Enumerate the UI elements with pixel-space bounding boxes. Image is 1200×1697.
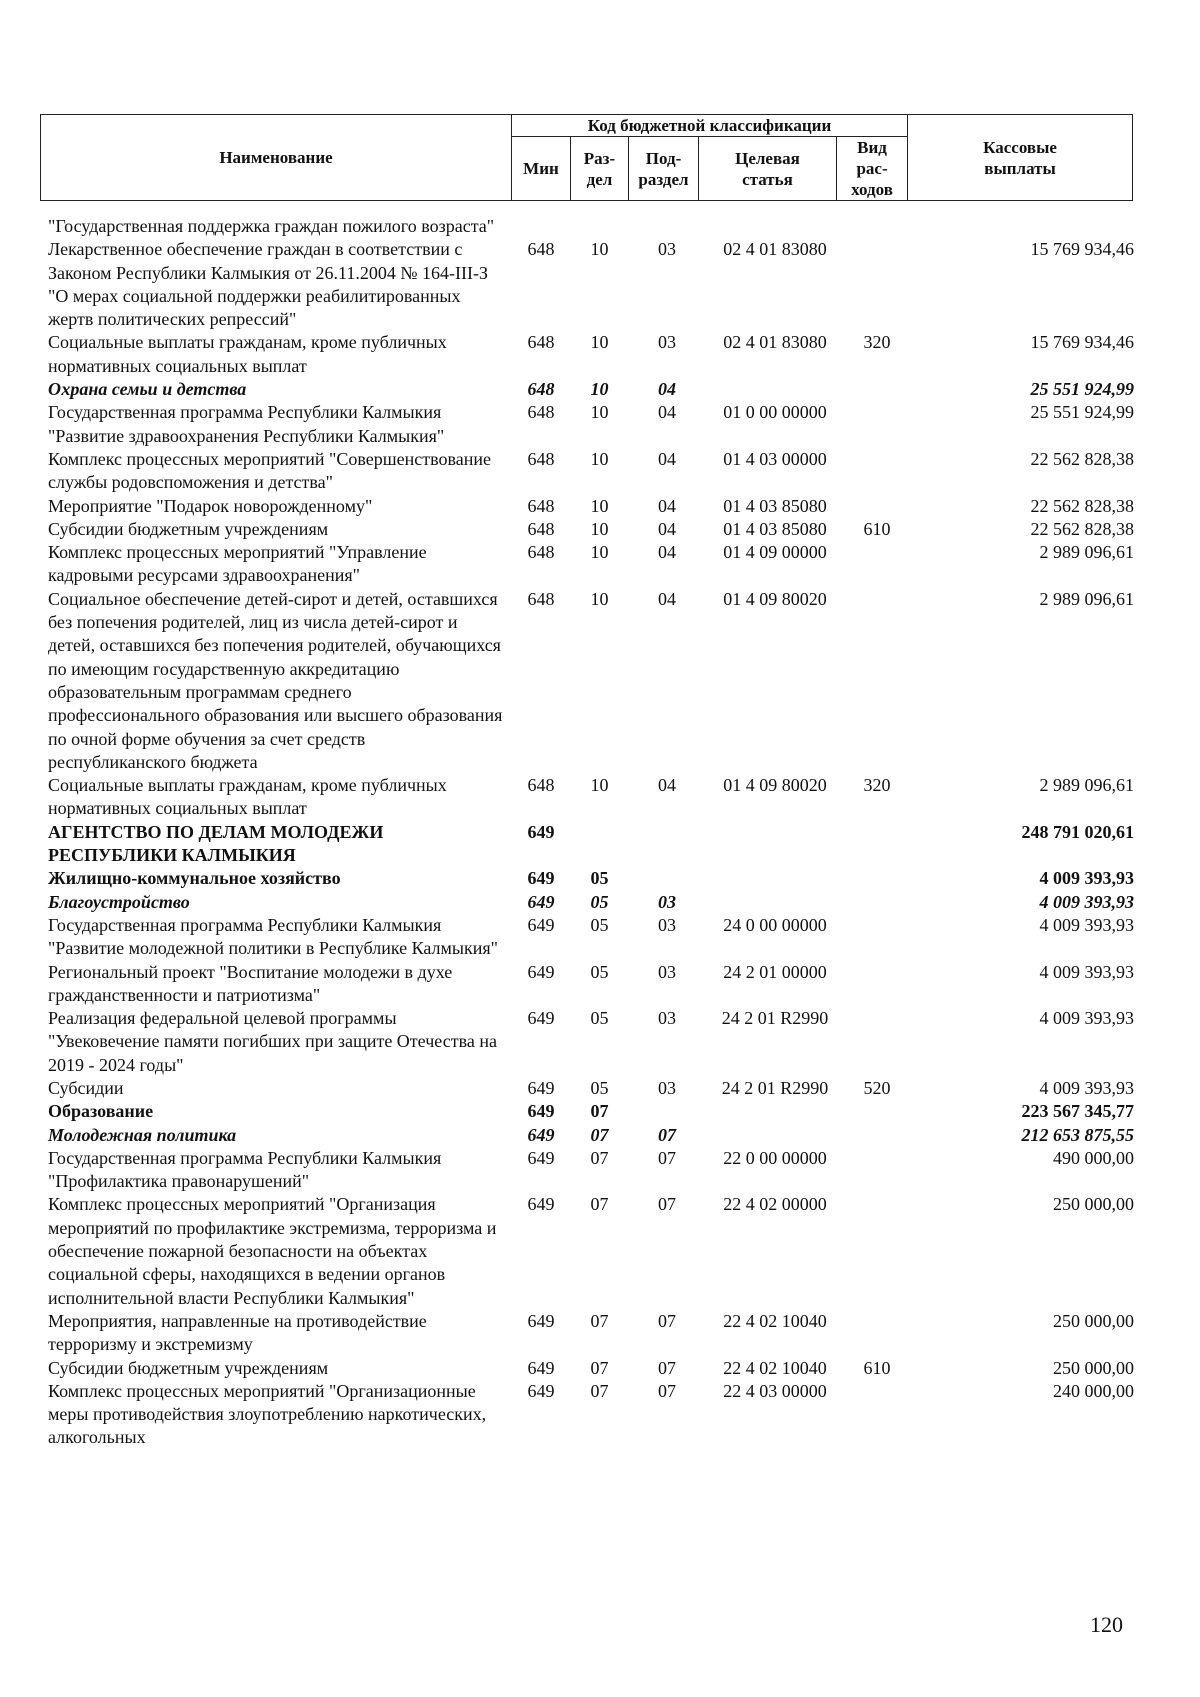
row-podrazdel: 04 [658, 775, 676, 796]
row-razdel: 10 [590, 379, 609, 400]
row-min: 648 [527, 495, 555, 516]
row-target-article: 01 4 09 80020 [723, 588, 827, 609]
row-razdel: 10 [590, 448, 609, 469]
table-row [48, 1357, 1134, 1380]
row-cash-payment: 248 791 020,61 [1021, 821, 1134, 842]
row-target-article: 24 2 01 R2990 [721, 1008, 829, 1029]
row-razdel [571, 215, 628, 238]
row-name: Охрана семьи и детства [48, 379, 247, 400]
row-min: 649 [527, 961, 555, 982]
row-name: Реализация федеральной целевой программы "Увековечение памяти погибших при защите Отечества на 2019 - 2024 годы" [48, 1008, 497, 1075]
table-row [48, 588, 1134, 774]
row-expense-type [844, 1193, 910, 1309]
row-target-article [706, 867, 844, 890]
row-podrazdel [628, 821, 706, 868]
table-row [48, 891, 1134, 914]
row-podrazdel: 04 [658, 588, 676, 609]
row-name: Комплекс процессных мероприятий "Организация мероприятий по профилактике экстремизма, терроризма и обеспечение пожарной безопасности на объектах социальной сферы, находящихся в ведении органов исполнительной власти Республики Калмыкия" [48, 1194, 497, 1308]
row-podrazdel: 03 [658, 332, 676, 353]
row-name: Государственная программа Республики Калмыкия "Профилактика правонарушений" [48, 1147, 442, 1192]
row-razdel: 10 [590, 518, 609, 539]
row-cash-payment: 22 562 828,38 [1030, 495, 1134, 516]
row-name: Комплекс процессных мероприятий "Управление кадровыми ресурсами здравоохранения" [48, 542, 427, 586]
row-podrazdel: 07 [658, 1310, 676, 1331]
row-name: Социальные выплаты гражданам, кроме публичных нормативных социальных выплат [48, 332, 447, 376]
row-expense-type [844, 448, 910, 495]
row-cash-payment: 4 009 393,93 [1039, 914, 1134, 935]
row-podrazdel: 03 [658, 239, 676, 260]
row-min: 649 [527, 1310, 555, 1331]
row-cash-payment: 223 567 345,77 [1021, 1101, 1134, 1122]
row-min [511, 215, 571, 238]
row-cash-payment: 15 769 934,46 [1030, 239, 1134, 260]
table-row [48, 774, 1134, 821]
row-razdel: 10 [590, 542, 609, 563]
header-name: Наименование [41, 115, 512, 201]
row-target-article: 01 4 09 80020 [723, 775, 827, 796]
row-name: Образование [48, 1101, 154, 1122]
table-row [48, 1077, 1134, 1100]
row-expense-type [844, 495, 910, 518]
row-min: 649 [527, 1147, 555, 1168]
table-row [48, 1310, 1134, 1357]
row-podrazdel [628, 1100, 706, 1123]
row-cash-payment: 25 551 924,99 [1030, 379, 1134, 400]
row-expense-type [844, 1147, 910, 1194]
row-target-article: 22 4 02 10040 [723, 1310, 827, 1331]
row-name: Государственная программа Республики Калмыкия "Развитие молодежной политики в Республике Калмыкия" [48, 914, 499, 959]
row-cash-payment: 250 000,00 [1053, 1357, 1134, 1378]
table-row [48, 448, 1134, 495]
row-min: 649 [527, 1380, 555, 1401]
header-razdel: Раз- дел [571, 137, 629, 201]
row-podrazdel: 04 [658, 379, 676, 400]
table-row [48, 961, 1134, 1008]
row-name: Комплекс процессных мероприятий "Совершенствование службы родовспоможения и детства" [48, 448, 491, 493]
row-razdel: 10 [590, 239, 609, 260]
row-expense-type [844, 541, 910, 588]
row-name: Мероприятие "Подарок новорожденному" [48, 495, 373, 516]
header-cash-payments: Кассовые выплаты [908, 115, 1133, 201]
row-expense-type [844, 891, 910, 914]
row-expense-type [844, 588, 910, 774]
row-expense-type: 610 [863, 518, 891, 539]
row-razdel [571, 821, 628, 868]
row-min: 648 [527, 448, 555, 469]
row-name: "Государственная поддержка граждан пожилого возраста" [48, 216, 495, 236]
row-min: 648 [527, 239, 555, 260]
row-expense-type: 320 [863, 332, 891, 353]
row-name: Благоустройство [48, 891, 190, 912]
row-min: 649 [527, 821, 555, 842]
table-row [48, 914, 1134, 961]
row-min: 648 [527, 379, 555, 400]
row-expense-type [844, 1310, 910, 1357]
row-cash-payment: 4 009 393,93 [1039, 961, 1134, 982]
row-target-article [706, 215, 844, 238]
header-budget-code-group: Код бюджетной классификации [512, 115, 908, 137]
row-target-article: 22 4 02 00000 [723, 1194, 827, 1215]
table-row [48, 1147, 1134, 1194]
row-razdel: 05 [590, 1077, 609, 1098]
row-min: 649 [527, 1124, 555, 1145]
row-podrazdel: 03 [658, 914, 676, 935]
row-name: Субсидии бюджетным учреждениям [48, 518, 329, 539]
row-cash-payment: 240 000,00 [1053, 1380, 1134, 1401]
row-cash-payment: 4 009 393,93 [1039, 891, 1134, 912]
row-min: 649 [527, 914, 555, 935]
row-name: Социальные выплаты гражданам, кроме публичных нормативных социальных выплат [48, 775, 447, 819]
row-target-article: 01 0 00 00000 [723, 402, 827, 423]
row-razdel: 10 [590, 495, 609, 516]
row-podrazdel: 04 [658, 518, 676, 539]
row-razdel: 10 [590, 332, 609, 353]
row-razdel: 05 [590, 914, 609, 935]
row-name: Жилищно-коммунальное хозяйство [48, 868, 341, 889]
row-name: Субсидии бюджетным учреждениям [48, 1357, 329, 1378]
row-razdel: 10 [590, 775, 609, 796]
header-min: Мин [512, 137, 571, 201]
table-row [48, 518, 1134, 541]
row-razdel: 10 [590, 402, 609, 423]
row-name: Региональный проект "Воспитание молодежи в духе гражданственности и патриотизма" [48, 961, 453, 1005]
row-target-article: 22 4 03 00000 [723, 1380, 827, 1401]
row-cash-payment: 212 653 875,55 [1021, 1124, 1134, 1145]
header-podrazdel: Под- раздел [629, 137, 699, 201]
row-min: 648 [527, 542, 555, 563]
row-podrazdel: 07 [658, 1357, 676, 1378]
row-min: 648 [527, 518, 555, 539]
row-expense-type [844, 1007, 910, 1077]
row-target-article [706, 378, 844, 401]
row-razdel: 07 [590, 1357, 609, 1378]
row-cash-payment: 2 989 096,61 [1039, 542, 1134, 563]
row-min: 649 [527, 1194, 555, 1215]
row-target-article: 24 2 01 R2990 [721, 1077, 829, 1098]
row-razdel: 05 [590, 891, 609, 912]
budget-table-body [48, 215, 1134, 1450]
row-min: 648 [527, 775, 555, 796]
table-row [48, 1124, 1134, 1147]
row-target-article: 22 4 02 10040 [723, 1357, 827, 1378]
row-target-article [706, 1100, 844, 1123]
row-cash-payment: 4 009 393,93 [1039, 1008, 1134, 1029]
row-target-article: 01 4 09 00000 [723, 542, 827, 563]
table-header [40, 114, 1133, 201]
row-podrazdel: 07 [658, 1380, 676, 1401]
row-podrazdel: 07 [658, 1194, 676, 1215]
row-cash-payment: 250 000,00 [1053, 1194, 1134, 1215]
page-number: 120 [1090, 1612, 1123, 1637]
row-expense-type [844, 914, 910, 961]
table-row [48, 1193, 1134, 1309]
row-razdel: 07 [590, 1380, 609, 1401]
row-cash-payment: 25 551 924,99 [1030, 402, 1134, 423]
row-min: 649 [527, 1077, 555, 1098]
row-razdel: 07 [590, 1124, 609, 1145]
row-podrazdel: 04 [658, 542, 676, 563]
row-expense-type [844, 238, 910, 331]
table-row [48, 378, 1134, 401]
row-cash-payment: 2 989 096,61 [1039, 588, 1134, 609]
row-target-article [706, 891, 844, 914]
row-target-article: 02 4 01 83080 [723, 239, 827, 260]
row-min: 649 [527, 868, 555, 889]
row-expense-type [844, 215, 910, 238]
row-expense-type [844, 1124, 910, 1147]
row-razdel: 10 [590, 588, 609, 609]
row-expense-type: 320 [863, 775, 891, 796]
row-name: Молодежная политика [48, 1124, 237, 1145]
row-podrazdel: 04 [658, 448, 676, 469]
row-expense-type [844, 401, 910, 448]
row-name: Лекарственное обеспечение граждан в соответствии с Законом Республики Калмыкия от 26.11.2004 № 164-III-З "О мерах социальной поддержки реабилитированных жертв политических репрессий" [48, 239, 488, 330]
row-cash-payment: 250 000,00 [1053, 1310, 1134, 1331]
row-razdel: 05 [590, 1008, 609, 1029]
row-podrazdel: 07 [658, 1147, 676, 1168]
row-podrazdel [628, 215, 706, 238]
row-cash-payment: 4 009 393,93 [1039, 868, 1134, 889]
row-name: Субсидии [48, 1077, 124, 1098]
table-row [48, 1007, 1134, 1077]
row-razdel: 05 [590, 868, 609, 889]
row-podrazdel: 03 [658, 1077, 676, 1098]
budget-table [48, 215, 1134, 1450]
table-row [48, 215, 1134, 238]
row-razdel: 07 [590, 1194, 609, 1215]
row-expense-type [844, 1380, 910, 1450]
row-podrazdel: 03 [658, 961, 676, 982]
row-cash-payment [910, 215, 1134, 238]
row-podrazdel: 04 [658, 495, 676, 516]
header-target-article: Целевая статья [699, 137, 837, 201]
row-podrazdel: 03 [658, 891, 676, 912]
row-podrazdel: 03 [658, 1008, 676, 1029]
row-expense-type [844, 378, 910, 401]
row-min: 648 [527, 402, 555, 423]
row-min: 649 [527, 1101, 555, 1122]
header-expense-type: Вид рас- ходов [837, 137, 908, 201]
table-row [48, 1100, 1134, 1123]
row-min: 648 [527, 588, 555, 609]
row-cash-payment: 2 989 096,61 [1039, 775, 1134, 796]
row-cash-payment: 15 769 934,46 [1030, 332, 1134, 353]
row-cash-payment: 22 562 828,38 [1030, 448, 1134, 469]
table-row [48, 541, 1134, 588]
row-target-article: 01 4 03 85080 [723, 518, 827, 539]
row-min: 649 [527, 1008, 555, 1029]
row-min: 649 [527, 1357, 555, 1378]
row-razdel: 07 [590, 1310, 609, 1331]
row-target-article: 24 0 00 00000 [723, 914, 827, 935]
row-name: АГЕНТСТВО ПО ДЕЛАМ МОЛОДЕЖИ РЕСПУБЛИКИ КАЛМЫКИЯ [48, 821, 384, 866]
row-name: Социальное обеспечение детей-сирот и детей, оставшихся без попечения родителей, лиц из числа детей-сирот и детей, оставшихся без попечения родителей, обучающихся по имеющим государственную аккредитацию образовательным программам среднего профессионального образования или высшего образования по очной форме обучения за счет средств республиканского бюджета [48, 588, 503, 772]
table-row [48, 401, 1134, 448]
row-name: Комплекс процессных мероприятий "Организационные меры противодействия злоупотреблению наркотических, алкогольных [48, 1380, 487, 1448]
table-row [48, 495, 1134, 518]
row-name: Мероприятия, направленные на противодействие терроризму и экстремизму [48, 1310, 427, 1355]
row-target-article: 02 4 01 83080 [723, 332, 827, 353]
row-target-article: 01 4 03 00000 [723, 448, 827, 469]
row-target-article [706, 821, 844, 868]
row-target-article: 01 4 03 85080 [723, 495, 827, 516]
row-cash-payment: 490 000,00 [1053, 1147, 1134, 1168]
row-target-article [706, 1124, 844, 1147]
row-expense-type: 520 [863, 1077, 891, 1098]
table-row [48, 1380, 1134, 1450]
row-cash-payment: 4 009 393,93 [1039, 1077, 1134, 1098]
row-target-article: 22 0 00 00000 [723, 1147, 827, 1168]
row-podrazdel: 07 [658, 1124, 676, 1145]
table-row [48, 867, 1134, 890]
row-min: 649 [527, 891, 555, 912]
row-expense-type [844, 821, 910, 868]
row-name: Государственная программа Республики Калмыкия "Развитие здравоохранения Республики Калмыкия" [48, 402, 445, 446]
row-target-article: 24 2 01 00000 [723, 961, 827, 982]
table-row [48, 821, 1134, 868]
table-row [48, 238, 1134, 331]
row-razdel: 05 [590, 961, 609, 982]
table-row [48, 331, 1134, 378]
row-expense-type [844, 1100, 910, 1123]
row-razdel: 07 [590, 1101, 609, 1122]
row-expense-type [844, 867, 910, 890]
row-expense-type [844, 961, 910, 1008]
row-podrazdel [628, 867, 706, 890]
row-min: 648 [527, 332, 555, 353]
row-expense-type: 610 [863, 1357, 891, 1378]
row-podrazdel: 04 [658, 402, 676, 423]
row-razdel: 07 [590, 1147, 609, 1168]
row-cash-payment: 22 562 828,38 [1030, 518, 1134, 539]
